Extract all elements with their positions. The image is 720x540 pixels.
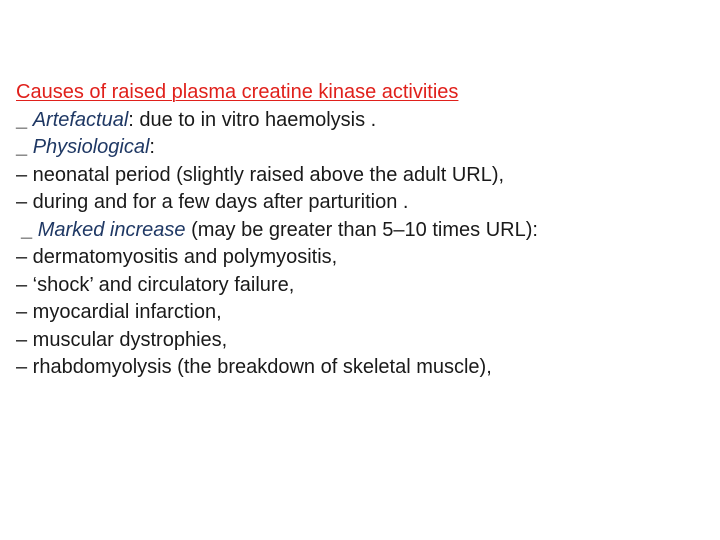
section-term: Physiological	[32, 136, 150, 158]
section-marked-increase	[16, 217, 716, 245]
section-term: Artefactual	[32, 108, 129, 131]
list-item: – muscular dystrophies,	[16, 328, 228, 351]
section-description: :	[149, 136, 155, 158]
section-physiological	[16, 134, 716, 162]
section-term: Marked increase	[37, 218, 186, 241]
slide-title: Causes of raised plasma creatine kinase activities	[16, 81, 459, 103]
section-description: (may be greater than 5–10 times URL):	[185, 218, 538, 241]
list-item: – neonatal period (slightly raised above the adult URL),	[16, 163, 505, 186]
list-item: – myocardial infarction,	[16, 301, 222, 323]
list-item: – rhabdomyolysis (the breakdown of skeletal muscle),	[16, 356, 492, 378]
bullet-marker: _	[16, 108, 33, 131]
section-artefactual	[16, 107, 716, 135]
bullet-marker: _	[16, 136, 33, 158]
list-item: – ‘shock’ and circulatory failure,	[16, 273, 295, 296]
section-description: : due to in vitro haemolysis .	[128, 108, 377, 131]
bullet-marker: _	[21, 218, 38, 241]
list-item: – dermatomyositis and polymyositis,	[16, 246, 338, 268]
list-item: – during and for a few days after parturition .	[16, 191, 409, 213]
slide-body	[16, 79, 716, 382]
